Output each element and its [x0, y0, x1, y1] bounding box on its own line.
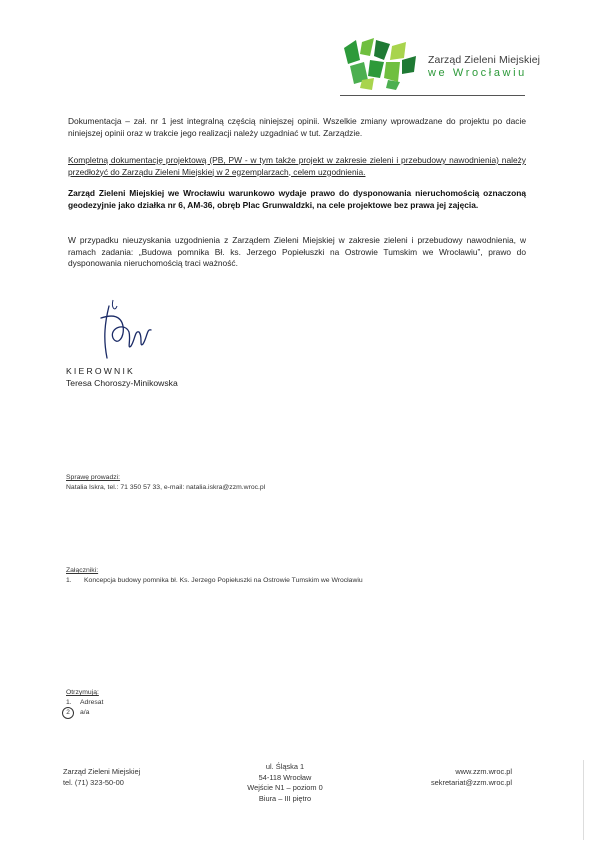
logo-leaf	[374, 40, 390, 60]
footer-email: sekretariat@zzm.wroc.pl	[430, 777, 512, 787]
attachments-label: Załączniki:	[66, 567, 99, 574]
logo-leaf	[384, 62, 400, 82]
signatory-name: Teresa Choroszy-Minikowska	[66, 378, 178, 388]
recipient-item: Adresat	[80, 699, 104, 706]
org-city: we Wrocławiu	[428, 67, 527, 79]
scan-edge-line	[583, 760, 584, 840]
logo-leaf	[344, 40, 360, 64]
paragraph-condition: W przypadku nieuzyskania uzgodnienia z Zarządem Zieleni Miejskiej w zakresie zieleni i przebudowy nawodnienia, w ramach zadania: „Budowa pomnika Bł. ks. Jerzego Popiełuszki na Ostrowie Tumskim we Wrocławiu”, prawo do dysponowania nieruchomością traci ważność.	[68, 235, 526, 268]
footer-contact	[63, 767, 140, 788]
footer-floor: Biura – III piętro	[258, 793, 312, 803]
paragraph-complete-documentation	[68, 155, 526, 178]
footer-phone: tel. (71) 323-50-00	[63, 777, 124, 787]
paragraph-complete-documentation-text: Kompletną dokumentację projektową (PB, PW - w tym także projekt w zakresie zieleni i przebudowy nawodnienia) należy przedłożyć do Zarządu Zieleni Miejskiej w 2 egzemplarzach, celem uzgodnienia.	[68, 155, 526, 177]
paragraph-documentation: Dokumentacja – zał. nr 1 jest integralną częścią niniejszej opinii. Wszelkie zmiany wprowadzane do projektu po dacie niniejszej opinii oraz w trakcie jego realizacji należy uzgadniać w tut. Zarządzie.	[68, 116, 526, 138]
signatory-role: KIEROWNIK	[66, 366, 135, 376]
recipient-item: a/a	[80, 709, 90, 716]
org-name: Zarząd Zieleni Miejskiej	[428, 54, 541, 66]
footer-postcode: 54-118 Wrocław	[258, 772, 312, 782]
recipient-number-circled: 2	[62, 707, 74, 719]
logo-leaf	[360, 38, 374, 56]
recipients-label: Otrzymują:	[66, 689, 99, 696]
recipient-number: 1.	[66, 699, 72, 706]
handwritten-signature-icon	[95, 298, 155, 364]
logo-leaf	[368, 60, 384, 78]
logo-leaf	[390, 42, 406, 60]
footer-online	[412, 767, 512, 788]
attachment-number: 1.	[66, 577, 72, 584]
footer-org: Zarząd Zieleni Miejskiej	[63, 767, 141, 776]
footer-street: ul. Śląska 1	[265, 762, 305, 771]
footer-website: www.zzm.wroc.pl	[455, 767, 512, 776]
footer-address	[230, 762, 340, 804]
handler-label: Sprawę prowadzi:	[66, 474, 121, 481]
logo-leaf	[402, 56, 416, 74]
header-divider	[340, 95, 525, 96]
logo-mark-icon	[340, 38, 420, 90]
attachment-item: Koncepcja budowy pomnika bł. Ks. Jerzego Popiełuszki na Ostrowie Tumskim we Wrocławiu	[84, 577, 363, 584]
footer-entrance: Wejście N1 – poziom 0	[247, 783, 323, 792]
handler-info: Natalia Iskra, tel.: 71 350 57 33, e-mail: natalia.iskra@zzm.wroc.pl	[66, 484, 266, 491]
paragraph-decision: Zarząd Zieleni Miejskiej we Wrocławiu warunkowo wydaje prawo do dysponowania nieruchomością oznaczoną geodezyjnie jako działka nr 6, AM-36, obręb Plac Grunwaldzki, na cele projektowe bez prawa jej zajęcia.	[68, 188, 526, 210]
